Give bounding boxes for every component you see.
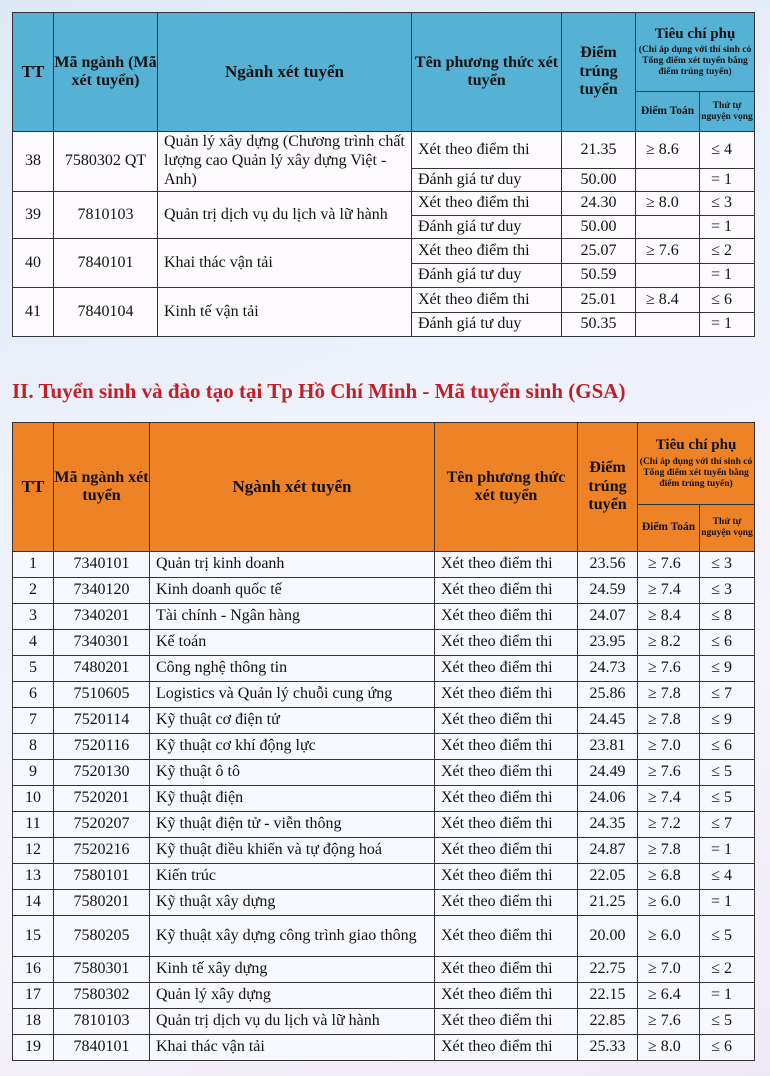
- cell-diem: 24.06: [578, 786, 638, 812]
- cell-ma-nganh: 7810103: [54, 192, 158, 239]
- cell-ma-nganh: 7340301: [54, 630, 150, 656]
- cell-phuong-thuc: Xét theo điểm thi: [435, 630, 578, 656]
- cell-ma-nganh: 7510605: [54, 682, 150, 708]
- cell-ma-nganh: 7520216: [54, 838, 150, 864]
- cell-thu-tu: ≤ 7: [700, 682, 755, 708]
- table-row: [13, 864, 755, 890]
- cell-phuong-thuc: Xét theo điểm thi: [412, 239, 562, 264]
- cell-nganh: Kinh tế xây dựng: [150, 957, 435, 983]
- cell-tt: 4: [13, 630, 54, 656]
- cell-diem: 22.15: [578, 983, 638, 1009]
- header-diem: Điểm trúng tuyển: [578, 423, 638, 552]
- cell-diem-toan: ≥ 7.6: [638, 656, 700, 682]
- cell-diem-toan: [636, 264, 700, 288]
- cell-phuong-thuc: Xét theo điểm thi: [412, 192, 562, 216]
- cell-thu-tu: ≤ 3: [700, 192, 755, 216]
- cell-diem-toan: ≥ 8.6: [636, 132, 700, 169]
- cell-nganh: Tài chính - Ngân hàng: [150, 604, 435, 630]
- header-tieu-chi: [638, 423, 755, 505]
- cell-ma-nganh: 7580301: [54, 957, 150, 983]
- cell-ma-nganh: 7580302 QT: [54, 132, 158, 192]
- table-row: [13, 552, 755, 578]
- cell-diem-toan: ≥ 7.6: [638, 760, 700, 786]
- cell-phuong-thuc: Xét theo điểm thi: [435, 708, 578, 734]
- table-row: [13, 983, 755, 1009]
- cell-diem-toan: ≥ 7.0: [638, 734, 700, 760]
- cell-tt: 6: [13, 682, 54, 708]
- cell-diem-toan: [636, 216, 700, 239]
- cell-ma-nganh: 7520130: [54, 760, 150, 786]
- cell-nganh: Kinh doanh quốc tế: [150, 578, 435, 604]
- cell-diem: 20.00: [578, 916, 638, 957]
- cell-phuong-thuc: Xét theo điểm thi: [435, 682, 578, 708]
- header-ma-nganh: Mã ngành xét tuyển: [54, 423, 150, 552]
- cell-nganh: Kỹ thuật cơ điện tử: [150, 708, 435, 734]
- table-row: [13, 239, 755, 264]
- cell-phuong-thuc: Xét theo điểm thi: [435, 552, 578, 578]
- cell-thu-tu: = 1: [700, 983, 755, 1009]
- cell-phuong-thuc: Xét theo điểm thi: [435, 786, 578, 812]
- cell-diem-toan: ≥ 7.6: [636, 239, 700, 264]
- header-diem: Điểm trúng tuyển: [562, 13, 636, 132]
- cell-diem-toan: ≥ 7.0: [638, 957, 700, 983]
- cell-thu-tu: ≤ 2: [700, 239, 755, 264]
- cell-ma-nganh: 7840101: [54, 1035, 150, 1061]
- cell-diem: 24.49: [578, 760, 638, 786]
- cell-diem: 25.07: [562, 239, 636, 264]
- cell-diem: 22.75: [578, 957, 638, 983]
- cell-nganh: Logistics và Quản lý chuỗi cung ứng: [150, 682, 435, 708]
- cell-thu-tu: ≤ 3: [700, 552, 755, 578]
- cell-diem: 50.00: [562, 169, 636, 192]
- cell-phuong-thuc: Xét theo điểm thi: [435, 656, 578, 682]
- header-diem-toan: Điểm Toán: [636, 92, 700, 132]
- cell-ma-nganh: 7340201: [54, 604, 150, 630]
- cell-diem: 50.00: [562, 216, 636, 239]
- cell-thu-tu: ≤ 9: [700, 708, 755, 734]
- header-thu-tu: Thứ tự nguyện vọng: [700, 92, 755, 132]
- header-tieu-chi-note: (Chỉ áp dụng với thí sinh có Tổng điểm xét tuyển bằng điểm trúng tuyển): [638, 45, 752, 78]
- cell-diem: 24.45: [578, 708, 638, 734]
- cell-diem: 22.05: [578, 864, 638, 890]
- cell-diem: 24.07: [578, 604, 638, 630]
- cell-tt: 11: [13, 812, 54, 838]
- cell-diem-toan: ≥ 8.2: [638, 630, 700, 656]
- header-tt: TT: [13, 13, 54, 132]
- cell-nganh: Kế toán: [150, 630, 435, 656]
- cell-thu-tu: ≤ 6: [700, 630, 755, 656]
- header-diem-toan: Điểm Toán: [638, 505, 700, 552]
- cell-diem-toan: ≥ 7.4: [638, 578, 700, 604]
- cell-diem-toan: ≥ 8.4: [636, 288, 700, 313]
- cell-diem: 24.35: [578, 812, 638, 838]
- cell-nganh: Kiến trúc: [150, 864, 435, 890]
- cell-diem-toan: [636, 313, 700, 337]
- cell-nganh: Kỹ thuật xây dựng công trình giao thông: [150, 916, 435, 957]
- cell-thu-tu: ≤ 4: [700, 864, 755, 890]
- cell-diem: 50.35: [562, 313, 636, 337]
- cell-phuong-thuc: Xét theo điểm thi: [435, 838, 578, 864]
- cell-thu-tu: = 1: [700, 890, 755, 916]
- cell-diem: 22.85: [578, 1009, 638, 1035]
- cell-diem: 24.73: [578, 656, 638, 682]
- cell-diem-toan: ≥ 6.0: [638, 916, 700, 957]
- cell-nganh: Khai thác vận tải: [158, 239, 412, 288]
- cell-diem-toan: ≥ 7.8: [638, 838, 700, 864]
- cell-diem-toan: ≥ 7.8: [638, 682, 700, 708]
- cell-diem: 21.25: [578, 890, 638, 916]
- cell-ma-nganh: 7520114: [54, 708, 150, 734]
- header-phuong-thuc: Tên phương thức xét tuyển: [412, 13, 562, 132]
- table-row: [13, 734, 755, 760]
- table-row: [13, 630, 755, 656]
- cell-tt: 15: [13, 916, 54, 957]
- cell-diem: 23.81: [578, 734, 638, 760]
- table-row: [13, 288, 755, 313]
- cell-phuong-thuc: Xét theo điểm thi: [435, 604, 578, 630]
- table-row: [13, 578, 755, 604]
- cell-ma-nganh: 7340120: [54, 578, 150, 604]
- header-tieu-chi-title: Tiêu chí phụ: [655, 437, 737, 454]
- table-row: [13, 1009, 755, 1035]
- cell-diem-toan: ≥ 7.6: [638, 552, 700, 578]
- table-row: [13, 604, 755, 630]
- admission-table-hanoi: [12, 12, 755, 337]
- cell-thu-tu: ≤ 6: [700, 734, 755, 760]
- cell-tt: 18: [13, 1009, 54, 1035]
- cell-nganh: Quản trị dịch vụ du lịch và lữ hành: [150, 1009, 435, 1035]
- cell-nganh: Quản trị dịch vụ du lịch và lữ hành: [158, 192, 412, 239]
- cell-nganh: Quản lý xây dựng (Chương trình chất lượng cao Quản lý xây dựng Việt - Anh): [158, 132, 412, 192]
- cell-ma-nganh: 7520201: [54, 786, 150, 812]
- cell-tt: 14: [13, 890, 54, 916]
- cell-tt: 38: [13, 132, 54, 192]
- cell-nganh: Kỹ thuật điều khiển và tự động hoá: [150, 838, 435, 864]
- cell-diem: 23.56: [578, 552, 638, 578]
- cell-tt: 9: [13, 760, 54, 786]
- cell-thu-tu: ≤ 3: [700, 578, 755, 604]
- cell-phuong-thuc: Xét theo điểm thi: [412, 132, 562, 169]
- cell-nganh: Công nghệ thông tin: [150, 656, 435, 682]
- cell-tt: 7: [13, 708, 54, 734]
- cell-phuong-thuc: Xét theo điểm thi: [435, 864, 578, 890]
- cell-phuong-thuc: Xét theo điểm thi: [412, 288, 562, 313]
- cell-diem-toan: [636, 169, 700, 192]
- cell-tt: 19: [13, 1035, 54, 1061]
- table-row: [13, 682, 755, 708]
- cell-thu-tu: = 1: [700, 838, 755, 864]
- cell-phuong-thuc: Đánh giá tư duy: [412, 216, 562, 239]
- cell-diem: 25.01: [562, 288, 636, 313]
- cell-ma-nganh: 7810103: [54, 1009, 150, 1035]
- cell-thu-tu: ≤ 7: [700, 812, 755, 838]
- table-row: [13, 812, 755, 838]
- cell-tt: 40: [13, 239, 54, 288]
- header-ma-nganh: Mã ngành (Mã xét tuyển): [54, 13, 158, 132]
- table-row: [13, 708, 755, 734]
- cell-diem-toan: ≥ 7.8: [638, 708, 700, 734]
- header-phuong-thuc: Tên phương thức xét tuyển: [435, 423, 578, 552]
- cell-ma-nganh: 7480201: [54, 656, 150, 682]
- cell-ma-nganh: 7580302: [54, 983, 150, 1009]
- cell-thu-tu: = 1: [700, 169, 755, 192]
- cell-thu-tu: ≤ 6: [700, 1035, 755, 1061]
- cell-diem: 24.59: [578, 578, 638, 604]
- cell-phuong-thuc: Xét theo điểm thi: [435, 760, 578, 786]
- cell-thu-tu: = 1: [700, 216, 755, 239]
- table-row: [13, 957, 755, 983]
- cell-nganh: Kỹ thuật điện: [150, 786, 435, 812]
- cell-diem: 25.33: [578, 1035, 638, 1061]
- table-row: [13, 1035, 755, 1061]
- cell-diem-toan: ≥ 8.0: [638, 1035, 700, 1061]
- cell-thu-tu: ≤ 8: [700, 604, 755, 630]
- cell-thu-tu: ≤ 9: [700, 656, 755, 682]
- cell-phuong-thuc: Đánh giá tư duy: [412, 169, 562, 192]
- cell-diem: 21.35: [562, 132, 636, 169]
- table-row: [13, 786, 755, 812]
- cell-nganh: Khai thác vận tải: [150, 1035, 435, 1061]
- cell-thu-tu: = 1: [700, 264, 755, 288]
- cell-diem-toan: ≥ 8.0: [636, 192, 700, 216]
- cell-nganh: Kỹ thuật xây dựng: [150, 890, 435, 916]
- cell-phuong-thuc: Xét theo điểm thi: [435, 916, 578, 957]
- cell-ma-nganh: 7340101: [54, 552, 150, 578]
- cell-ma-nganh: 7520207: [54, 812, 150, 838]
- cell-tt: 17: [13, 983, 54, 1009]
- cell-diem: 25.86: [578, 682, 638, 708]
- cell-tt: 13: [13, 864, 54, 890]
- cell-nganh: Quản lý xây dựng: [150, 983, 435, 1009]
- cell-phuong-thuc: Xét theo điểm thi: [435, 890, 578, 916]
- cell-phuong-thuc: Xét theo điểm thi: [435, 578, 578, 604]
- cell-ma-nganh: 7580101: [54, 864, 150, 890]
- cell-ma-nganh: 7580201: [54, 890, 150, 916]
- cell-tt: 8: [13, 734, 54, 760]
- section-title-hcm: II. Tuyển sinh và đào tạo tại Tp Hồ Chí Minh - Mã tuyển sinh (GSA): [12, 379, 626, 403]
- header-tieu-chi: [636, 13, 755, 92]
- header-nganh: Ngành xét tuyển: [158, 13, 412, 132]
- cell-thu-tu: ≤ 5: [700, 786, 755, 812]
- cell-nganh: Kỹ thuật ô tô: [150, 760, 435, 786]
- cell-diem: 24.30: [562, 192, 636, 216]
- header-tieu-chi-title: Tiêu chí phụ: [654, 25, 736, 42]
- cell-thu-tu: ≤ 6: [700, 288, 755, 313]
- cell-tt: 12: [13, 838, 54, 864]
- cell-ma-nganh: 7520116: [54, 734, 150, 760]
- cell-diem: 23.95: [578, 630, 638, 656]
- header-tieu-chi-note: (Chỉ áp dụng với thí sinh có Tổng điểm xét tuyển bằng điểm trúng tuyển): [639, 456, 753, 489]
- cell-phuong-thuc: Xét theo điểm thi: [435, 812, 578, 838]
- cell-ma-nganh: 7840104: [54, 288, 158, 337]
- cell-tt: 10: [13, 786, 54, 812]
- header-nganh: Ngành xét tuyển: [150, 423, 435, 552]
- header-tt: TT: [13, 423, 54, 552]
- cell-tt: 5: [13, 656, 54, 682]
- cell-diem-toan: ≥ 6.8: [638, 864, 700, 890]
- cell-diem: 50.59: [562, 264, 636, 288]
- table-row: [13, 656, 755, 682]
- cell-phuong-thuc: Xét theo điểm thi: [435, 734, 578, 760]
- cell-thu-tu: ≤ 5: [700, 916, 755, 957]
- table-row: [13, 916, 755, 957]
- cell-phuong-thuc: Xét theo điểm thi: [435, 1009, 578, 1035]
- cell-tt: 2: [13, 578, 54, 604]
- cell-thu-tu: ≤ 5: [700, 760, 755, 786]
- table-row: [13, 132, 755, 169]
- cell-ma-nganh: 7840101: [54, 239, 158, 288]
- cell-diem-toan: ≥ 8.4: [638, 604, 700, 630]
- table-row: [13, 192, 755, 216]
- cell-nganh: Kỹ thuật điện tử - viễn thông: [150, 812, 435, 838]
- cell-phuong-thuc: Đánh giá tư duy: [412, 313, 562, 337]
- header-thu-tu: Thứ tự nguyện vọng: [700, 505, 755, 552]
- cell-diem-toan: ≥ 7.4: [638, 786, 700, 812]
- cell-diem: 24.87: [578, 838, 638, 864]
- cell-diem-toan: ≥ 6.0: [638, 890, 700, 916]
- cell-tt: 1: [13, 552, 54, 578]
- cell-ma-nganh: 7580205: [54, 916, 150, 957]
- table-row: [13, 838, 755, 864]
- cell-nganh: Quản trị kinh doanh: [150, 552, 435, 578]
- table-row: [13, 760, 755, 786]
- cell-thu-tu: ≤ 2: [700, 957, 755, 983]
- cell-phuong-thuc: Xét theo điểm thi: [435, 957, 578, 983]
- cell-nganh: Kỹ thuật cơ khí động lực: [150, 734, 435, 760]
- cell-thu-tu: ≤ 4: [700, 132, 755, 169]
- admission-table-hcm: [12, 422, 755, 1061]
- cell-tt: 39: [13, 192, 54, 239]
- cell-nganh: Kinh tế vận tải: [158, 288, 412, 337]
- table-row: [13, 890, 755, 916]
- cell-tt: 3: [13, 604, 54, 630]
- cell-phuong-thuc: Đánh giá tư duy: [412, 264, 562, 288]
- cell-phuong-thuc: Xét theo điểm thi: [435, 1035, 578, 1061]
- cell-diem-toan: ≥ 7.6: [638, 1009, 700, 1035]
- cell-phuong-thuc: Xét theo điểm thi: [435, 983, 578, 1009]
- cell-diem-toan: ≥ 7.2: [638, 812, 700, 838]
- cell-tt: 16: [13, 957, 54, 983]
- cell-tt: 41: [13, 288, 54, 337]
- cell-diem-toan: ≥ 6.4: [638, 983, 700, 1009]
- cell-thu-tu: ≤ 5: [700, 1009, 755, 1035]
- cell-thu-tu: = 1: [700, 313, 755, 337]
